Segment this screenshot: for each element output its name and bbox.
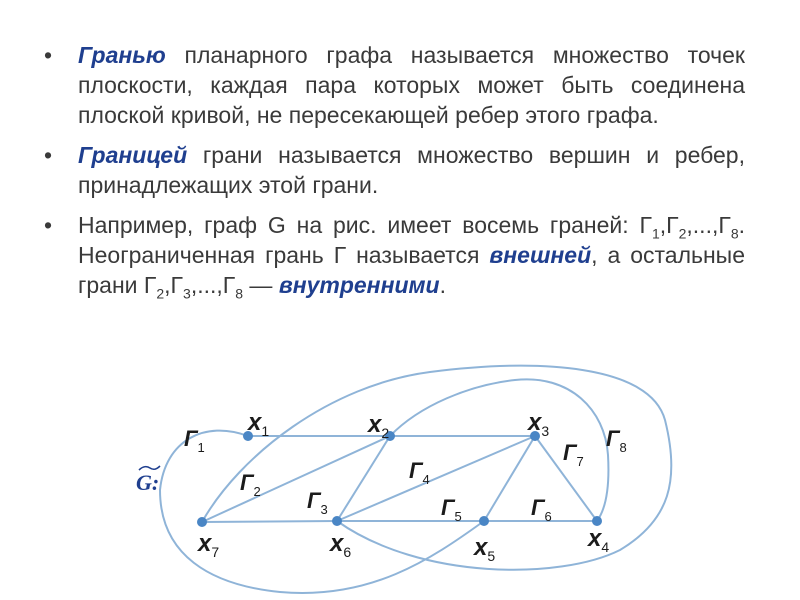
face-label-7: $Г_7$ <box>563 440 584 469</box>
bullet-dot: • <box>44 42 53 68</box>
vertex-label-x5: $x_5$ <box>474 534 496 564</box>
vertex-label-x7: $x_7$ <box>198 530 220 560</box>
term-boundary: Границей <box>78 142 188 168</box>
vertex-x5 <box>479 516 489 526</box>
face-label-4: $Г_4$ <box>409 458 430 487</box>
vertex-label-x4: $x_4$ <box>588 525 610 555</box>
subscript: 8 <box>235 285 244 302</box>
face-definition-text: планарного графа называется множество точек плоскости, каждая пара которых может быть соединена плоской кривой, не пересекающей ребер этого графа. <box>78 42 745 128</box>
example-text-2: . Неограниченная грань Г называется <box>78 212 745 268</box>
term-inner: внутренними <box>278 272 440 298</box>
example-text-1: Например, граф G на рис. имеет восемь граней: Г <box>78 212 652 238</box>
graph-name-label <box>136 466 160 495</box>
term-outer: внешней <box>489 242 592 268</box>
boundary-definition-text: грани называется множество вершин и ребер, принадлежащих этой грани. <box>78 142 745 198</box>
example-text-3: , а остальные грани Г <box>78 242 746 298</box>
edge-x5-x3 <box>484 436 535 521</box>
face-label-8: $Г_8$ <box>606 426 627 455</box>
vertex-x6 <box>332 516 342 526</box>
subscript: 8 <box>730 225 739 242</box>
vertex-label-x1: $x_1$ <box>248 409 270 439</box>
face-label-1: $Г_1$ <box>184 426 205 455</box>
example-text: ,Г <box>659 212 679 238</box>
face-label-6: $Г_6$ <box>531 495 552 524</box>
subscript: 3 <box>183 285 191 302</box>
face-label-3: $Г_3$ <box>307 488 328 517</box>
graph-name: G: <box>136 470 160 495</box>
vertex-label-x3: $x_3$ <box>528 409 550 439</box>
face-label-5: $Г_5$ <box>441 495 462 524</box>
example-text-4: — <box>243 272 279 298</box>
edge-x7-x6 <box>202 521 337 522</box>
vertex-label-x6: $x_6$ <box>330 530 352 560</box>
face-label-2: $Г_2$ <box>240 470 261 499</box>
vertex-label-x2: $x_2$ <box>368 411 390 441</box>
subscript: 1 <box>651 225 660 242</box>
vertex-x7 <box>197 517 207 527</box>
subscript: 2 <box>156 285 165 302</box>
example-text-5: . <box>439 272 446 298</box>
subscript: 2 <box>678 225 687 242</box>
term-face: Гранью <box>78 42 166 68</box>
bullet-dot: • <box>44 142 53 168</box>
example-text: ,Г <box>164 272 184 298</box>
edge-x6-x3 <box>337 436 535 521</box>
bullet-dot: • <box>44 212 53 238</box>
example-text: ,...,Г <box>190 272 236 298</box>
example-text: ,...,Г <box>686 212 731 238</box>
edge-x2-x7 <box>202 436 390 522</box>
